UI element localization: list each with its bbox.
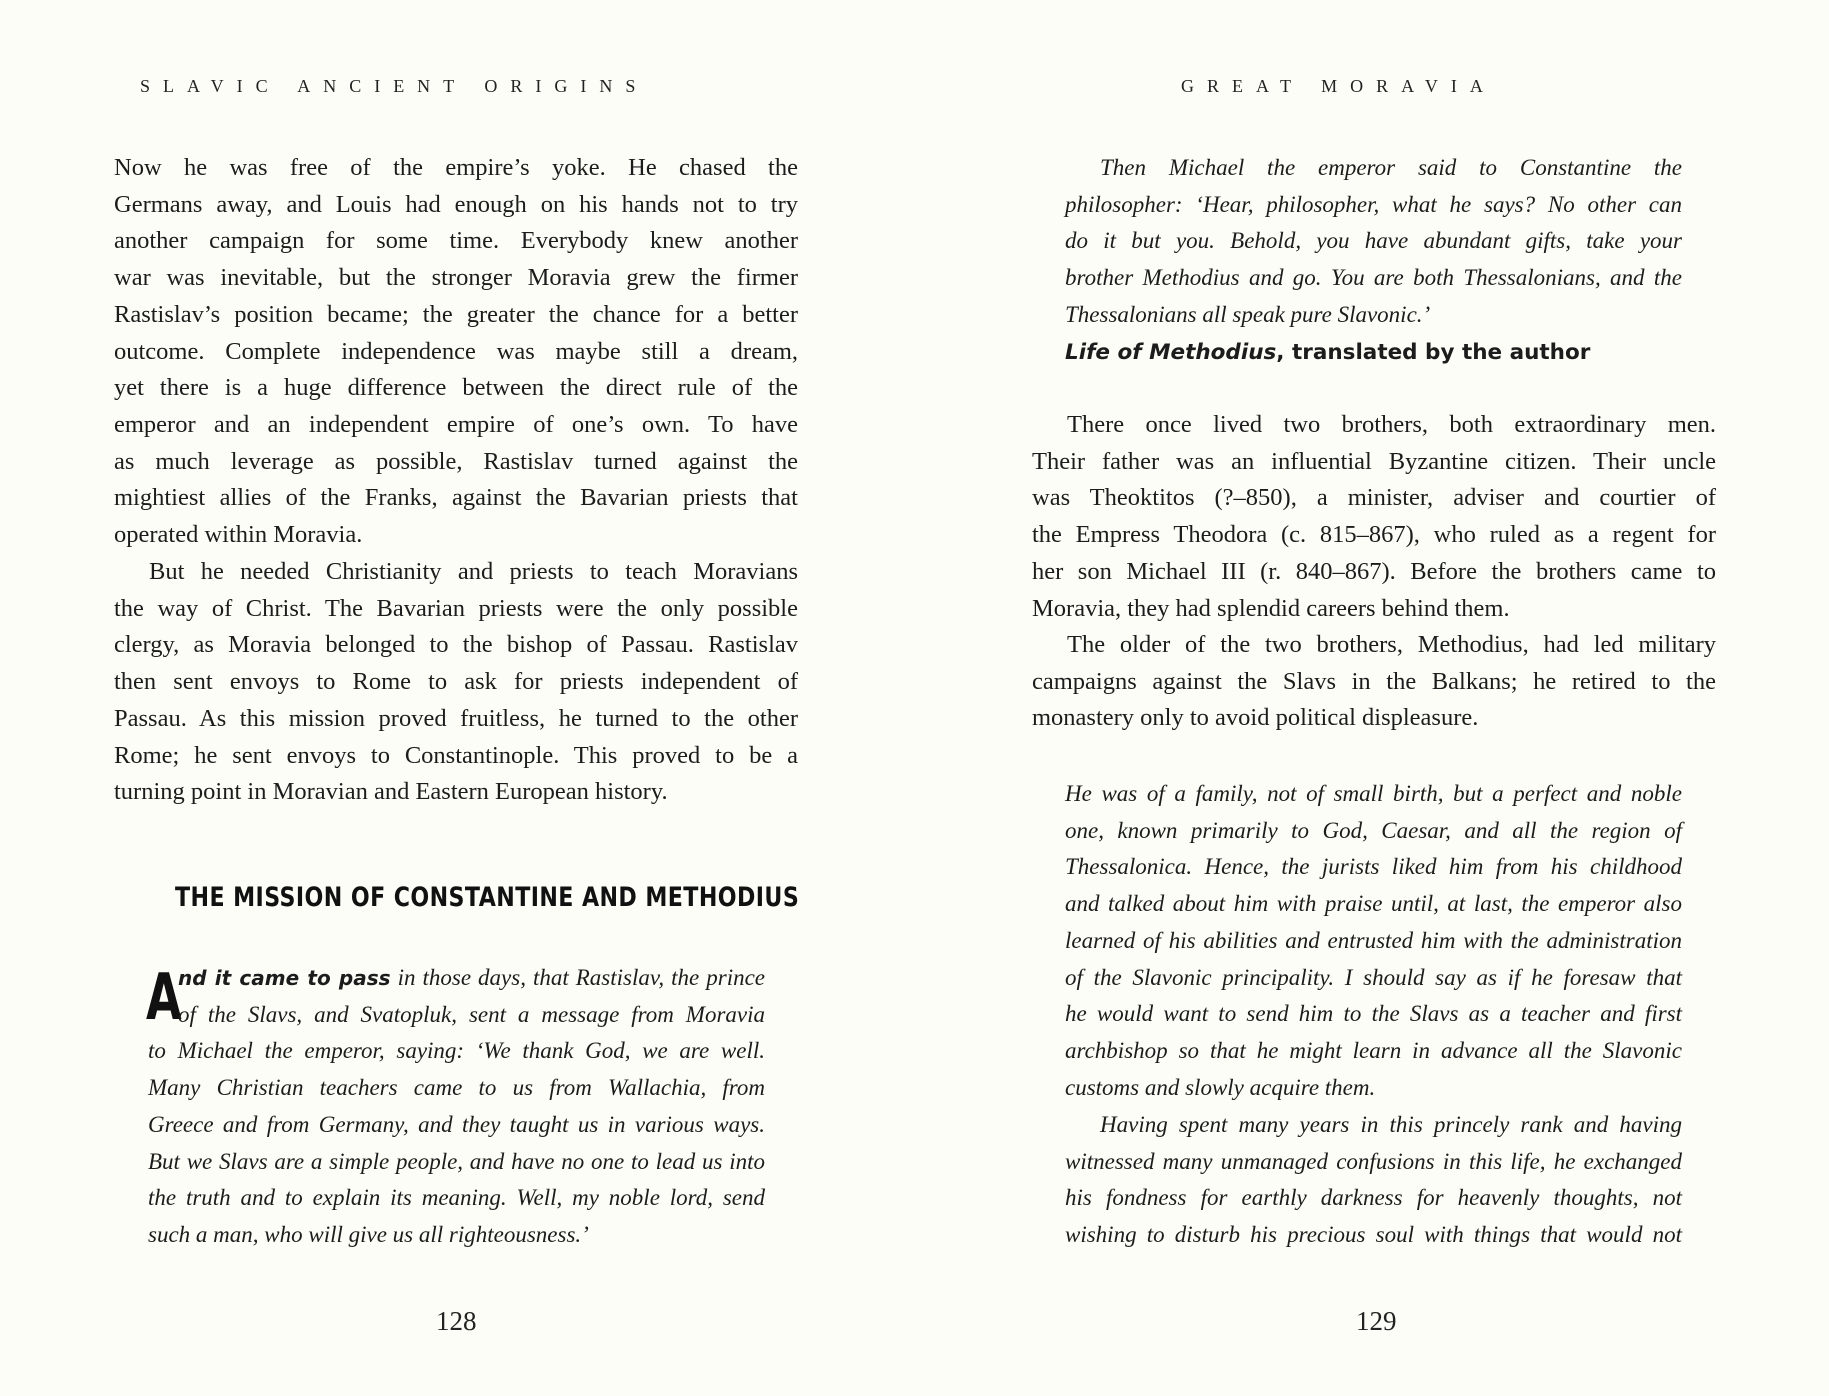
text-line: the Empress Theodora (c. 815–867), who ruled as a regent for xyxy=(1032,521,1716,549)
text-line: her son Michael III (r. 840–867). Before the brothers came to xyxy=(1032,557,1716,585)
epigraph-attribution xyxy=(1065,340,1590,365)
text-line: and talked about him with praise until, at last, the emperor also xyxy=(1065,891,1682,917)
text-line: war was inevitable, but the stronger Moravia grew the firmer xyxy=(114,264,798,292)
text-line: Rastislav’s position became; the greater the chance for a better xyxy=(114,300,798,328)
right-quote-1 xyxy=(1065,776,1682,1106)
text-line: turning point in Moravian and Eastern European history. xyxy=(114,778,668,806)
attribution-title: Life of Methodius xyxy=(1065,340,1277,365)
section-heading: THE MISSION OF CONSTANTINE AND METHODIUS xyxy=(175,882,800,913)
text-line: emperor and an independent empire of one’s own. To have xyxy=(114,410,798,438)
text-line: do it but you. Behold, you have abundant gifts, take your xyxy=(1065,228,1682,254)
text-line: the way of Christ. The Bavarian priests were the only possible xyxy=(114,594,798,622)
lead-in: nd it came to pass xyxy=(178,966,391,990)
text-line: brother Methodius and go. You are both Thessalonians, and the xyxy=(1065,265,1682,291)
text-line: mightiest allies of the Franks, against the Bavarian priests that xyxy=(114,484,798,512)
text-line: witnessed many unmanaged confusions in this life, he exchanged xyxy=(1065,1148,1682,1174)
text-line: Many Christian teachers came to us from Wallachia, from xyxy=(148,1075,765,1101)
text-line: one, known primarily to God, Caesar, and all the region of xyxy=(1065,817,1682,843)
text-line: the truth and to explain its meaning. Well, my noble lord, send xyxy=(148,1185,765,1211)
text-line: Germans away, and Louis had enough on his hands not to try xyxy=(114,190,798,218)
text-line: another campaign for some time. Everybody knew another xyxy=(114,227,798,255)
text-line: operated within Moravia. xyxy=(114,521,363,549)
text-line: Their father was an influential Byzantine citizen. Their uncle xyxy=(1032,447,1716,475)
text-line: his fondness for earthly darkness for heavenly thoughts, not xyxy=(1065,1185,1682,1211)
running-head-left: SLAVIC ANCIENT ORIGINS xyxy=(140,76,649,96)
text-line: then sent envoys to Rome to ask for priests independent of xyxy=(114,668,798,696)
text-line: Greece and from Germany, and they taught us in various ways. xyxy=(148,1111,765,1137)
text-line: Thessalonians all speak pure Slavonic.’ xyxy=(1065,301,1431,327)
text-line: as much leverage as possible, Rastislav turned against the xyxy=(114,447,798,475)
text-line: wishing to disturb his precious soul with things that would not xyxy=(1065,1222,1682,1248)
text-line: yet there is a huge difference between the direct rule of the xyxy=(114,374,798,402)
text-line: philosopher: ‘Hear, philosopher, what he says? No other can xyxy=(1065,191,1682,217)
text-line: Thessalonica. Hence, the jurists liked him from his childhood xyxy=(1065,854,1682,880)
text-line: But he needed Christianity and priests to teach Moravians xyxy=(149,558,798,585)
text-line: Then Michael the emperor said to Constantine the xyxy=(1100,155,1682,180)
text-line: learned of his abilities and entrusted him with the administration xyxy=(1065,927,1682,953)
right-quote-2 xyxy=(1065,1107,1682,1254)
right-paragraph-2 xyxy=(1032,627,1716,737)
text-line: Rome; he sent envoys to Constantinople. This proved to be a xyxy=(114,741,798,769)
right-page xyxy=(914,0,1829,1396)
text-line: archbishop so that he might learn in advance all the Slavonic xyxy=(1065,1037,1682,1063)
left-paragraph-2 xyxy=(114,554,798,811)
left-paragraph-1 xyxy=(114,150,798,554)
text-line: He was of a family, not of small birth, but a perfect and noble xyxy=(1065,781,1682,806)
page-number-right: 129 xyxy=(1356,1306,1397,1336)
text-line: monastery only to avoid political displeasure. xyxy=(1032,704,1479,732)
running-head-right: GREAT MORAVIA xyxy=(1181,76,1496,96)
text-line: campaigns against the Slavs in the Balkans; he retired to the xyxy=(1032,667,1716,695)
right-paragraph-1 xyxy=(1032,407,1716,627)
text-line: to Michael the emperor, saying: ‘We thank God, we are well. xyxy=(148,1038,765,1064)
attribution-rest: , translated by the author xyxy=(1276,340,1591,365)
text-line: clergy, as Moravia belonged to the bishop of Passau. Rastislav xyxy=(114,631,798,659)
text-line: There once lived two brothers, both extraordinary men. xyxy=(1067,411,1716,438)
left-quote xyxy=(148,960,765,1254)
text-line: Now he was free of the empire’s yoke. He chased the xyxy=(114,154,798,181)
drop-cap: A xyxy=(146,961,182,1035)
text-line: of the Slavs, and Svatopluk, sent a message from Moravia xyxy=(178,1001,765,1027)
first-line-rest: in those days, that Rastislav, the prince xyxy=(390,965,766,990)
text-line: Moravia, they had splendid careers behind them. xyxy=(1032,594,1510,622)
text-line: But we Slavs are a simple people, and have no one to lead us into xyxy=(148,1148,765,1174)
quote-first-line xyxy=(148,960,765,997)
text-line: was Theoktitos (?–850), a minister, adviser and courtier of xyxy=(1032,484,1716,512)
text-line: he would want to send him to the Slavs as a teacher and first xyxy=(1065,1001,1682,1027)
text-line: Having spent many years in this princely rank and having xyxy=(1100,1112,1682,1137)
text-line: The older of the two brothers, Methodius, had led military xyxy=(1067,631,1716,658)
text-line: such a man, who will give us all righteousness.’ xyxy=(148,1221,589,1247)
text-line: of the Slavonic principality. I should say as if he foresaw that xyxy=(1065,964,1682,990)
text-line: customs and slowly acquire them. xyxy=(1065,1074,1376,1100)
epigraph xyxy=(1065,150,1682,334)
page-number-left: 128 xyxy=(436,1306,477,1336)
text-line: Passau. As this mission proved fruitless, he turned to the other xyxy=(114,704,798,732)
text-line: outcome. Complete independence was maybe still a dream, xyxy=(114,337,798,365)
left-page xyxy=(0,0,914,1396)
